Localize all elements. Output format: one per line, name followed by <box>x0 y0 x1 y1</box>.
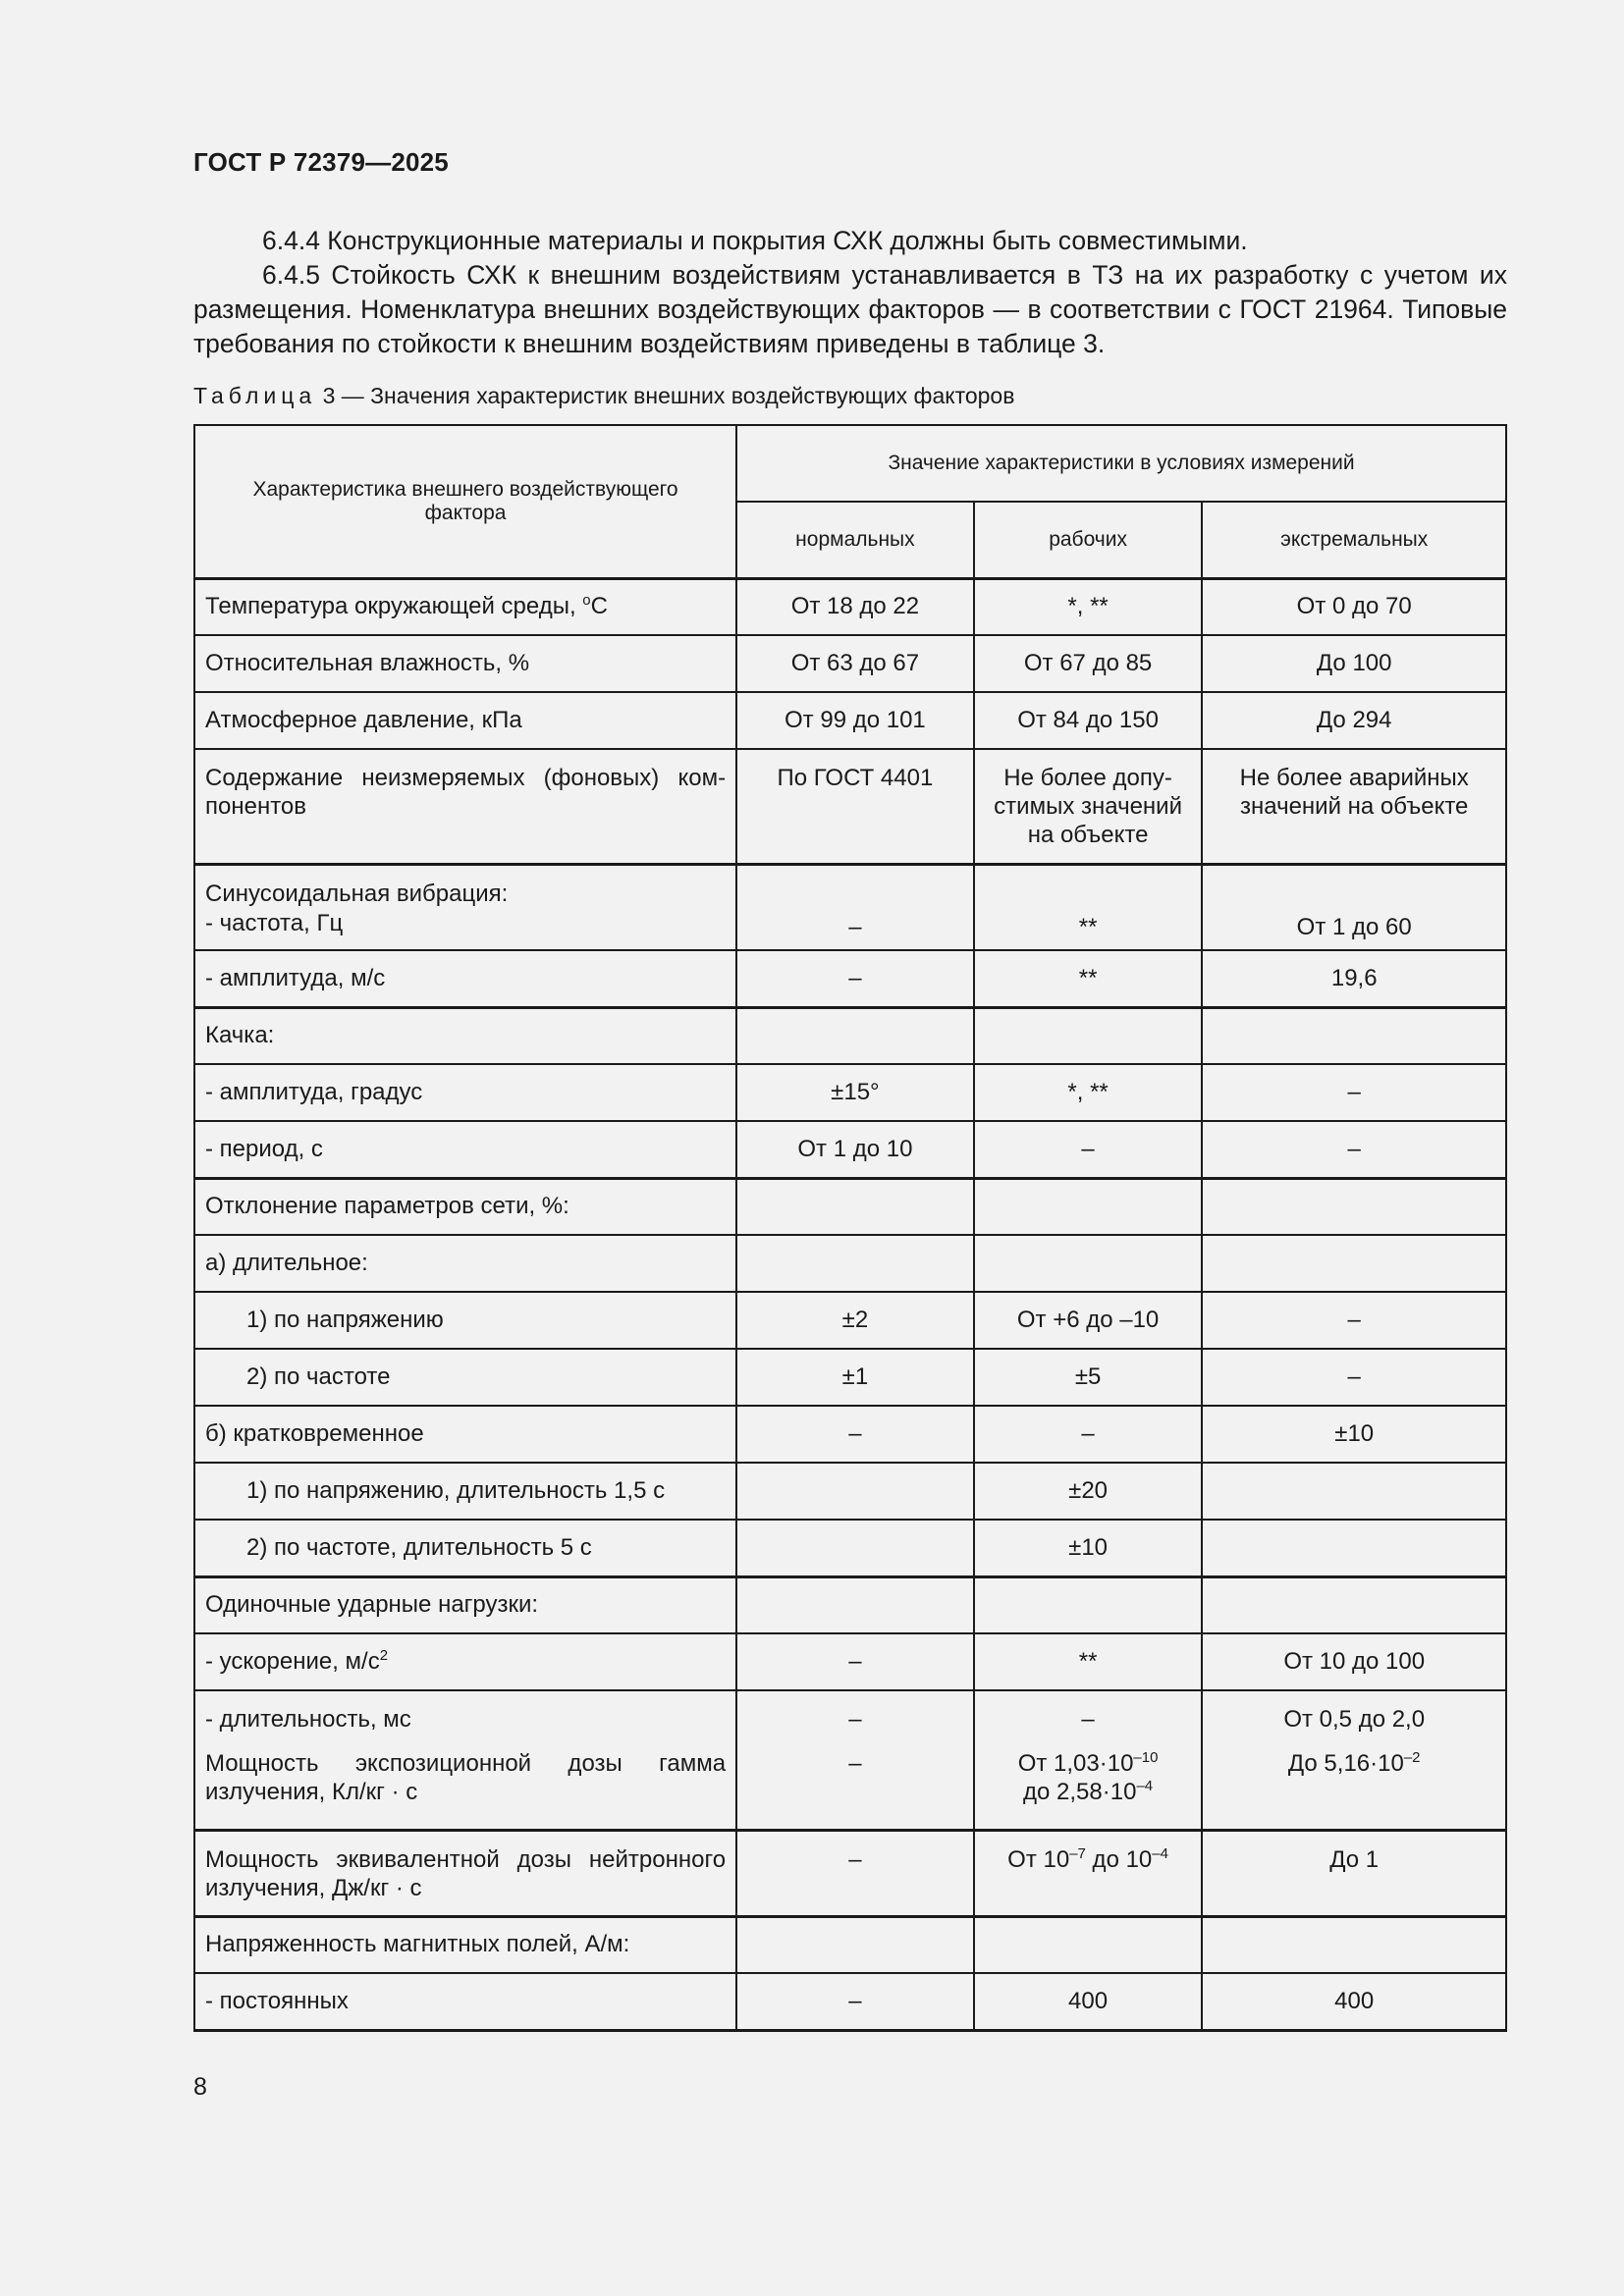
table-cell: От $10^{-7}$ до $10^{-4}$ <box>974 1830 1203 1916</box>
row-background-name: Содержание неизмеряемых (фоновых) ком- понентов <box>194 749 736 864</box>
table-cell: 400 <box>974 1973 1203 2030</box>
table-cell: 19,6 <box>1202 950 1506 1007</box>
table-cell: От 1 до 10 <box>736 1121 974 1178</box>
table-cell: – <box>1202 1292 1506 1349</box>
table-cell <box>974 1916 1203 1973</box>
paragraph-6-4-5-text: 6.4.5 Стойкость СХК к внешним воздействиям устанавливается в ТЗ на их разработку с учетом их размещения. Номенклатура внешних воздействующих факторов — в соответствии с ГОСТ 21964. Типовые требования по стойкости к внешним воздействиям приведены в таблице 3. <box>193 260 1507 358</box>
table-cell <box>1202 1463 1506 1520</box>
row-rolling-amplitude: - амплитуда, градус <box>194 1064 736 1121</box>
row-humidity-name: Относительная влажность, % <box>194 635 736 692</box>
table-caption-label: Таблица <box>193 383 317 408</box>
row-magnetic-constant: - постоянных <box>194 1973 736 2030</box>
row-shock-acceleration: - ускорение, $м/с^2$ <box>194 1633 736 1690</box>
table-cell: ±10 <box>1202 1406 1506 1463</box>
row-vibration-name: Синусоидальная вибрация: - частота, Гц <box>194 864 736 950</box>
table-cell: – <box>974 1406 1203 1463</box>
header-normal: нормальных <box>736 502 974 578</box>
table-cell: ** <box>974 864 1203 950</box>
table-cell: – <box>736 950 974 1007</box>
table-cell <box>1202 1007 1506 1064</box>
table-cell: ±20 <box>974 1463 1203 1520</box>
table-cell: От 63 до 67 <box>736 635 974 692</box>
table-cell: – <box>1202 1349 1506 1406</box>
table-cell: ** <box>974 950 1203 1007</box>
table-cell: До 100 <box>1202 635 1506 692</box>
row-network-short-voltage: 1) по напряжению, длительность 1,5 с <box>194 1463 736 1520</box>
row-shock-duration: - длительность, мс <box>194 1690 736 1747</box>
row-network-long-frequency: 2) по частоте <box>194 1349 736 1406</box>
table-cell: – <box>736 1830 974 1916</box>
table-cell: ±2 <box>736 1292 974 1349</box>
table-cell <box>736 1235 974 1292</box>
table-caption <box>193 383 1014 409</box>
table-cell <box>974 1576 1203 1633</box>
paragraph-6-4-4: 6.4.4 Конструкционные материалы и покрытия СХК должны быть совместимыми. <box>262 226 1248 255</box>
table-cell: – <box>1202 1064 1506 1121</box>
row-network-long: а) длительное: <box>194 1235 736 1292</box>
row-rolling-period: - период, с <box>194 1121 736 1178</box>
table-cell: От 10 до 100 <box>1202 1633 1506 1690</box>
table-cell <box>1202 1178 1506 1235</box>
table-cell <box>974 1235 1203 1292</box>
header-value: Значение характеристики в условиях измерений <box>736 425 1506 502</box>
table-cell: Не более аварийных значений на объекте <box>1202 749 1506 864</box>
table-cell: До 1 <box>1202 1830 1506 1916</box>
table-cell: От 67 до 85 <box>974 635 1203 692</box>
table-cell: ±1 <box>736 1349 974 1406</box>
table-cell: От 99 до 101 <box>736 692 974 749</box>
table-cell: До $5,16\cdot 10^{-2}$ <box>1202 1747 1506 1830</box>
table-cell: ±10 <box>974 1520 1203 1576</box>
row-rolling-title: Качка: <box>194 1007 736 1064</box>
table-cell <box>736 1463 974 1520</box>
table-cell: От $1,03\cdot 10^{-10}$ до $2,58\cdot 10^{-4}$ <box>974 1747 1203 1830</box>
page-number: 8 <box>193 2073 207 2101</box>
table-cell <box>736 1916 974 1973</box>
table-cell: ** <box>974 1633 1203 1690</box>
table-cell: – <box>974 1121 1203 1178</box>
table-cell: – <box>736 1747 974 1830</box>
row-network-long-voltage: 1) по напряжению <box>194 1292 736 1349</box>
row-network-title: Отклонение параметров сети, %: <box>194 1178 736 1235</box>
table-cell: По ГОСТ 4401 <box>736 749 974 864</box>
table-cell: – <box>1202 1121 1506 1178</box>
header-characteristic: Характеристика внешнего воздействующего фактора <box>194 425 736 578</box>
document-header: ГОСТ Р 72379—2025 <box>193 147 449 177</box>
table-cell: От 1 до 60 <box>1202 864 1506 950</box>
table-cell: ±5 <box>974 1349 1203 1406</box>
table-cell <box>1202 1576 1506 1633</box>
table-cell <box>736 1178 974 1235</box>
table-cell: От 0 до 70 <box>1202 578 1506 635</box>
row-network-short-frequency: 2) по частоте, длительность 5 с <box>194 1520 736 1576</box>
table-cell: – <box>736 864 974 950</box>
header-working: рабочих <box>974 502 1203 578</box>
table-cell: *, ** <box>974 578 1203 635</box>
row-shock-title: Одиночные ударные нагрузки: <box>194 1576 736 1633</box>
table-cell: – <box>736 1633 974 1690</box>
table-cell: ±15° <box>736 1064 974 1121</box>
row-temperature-name: Температура окружающей среды, $^о$С <box>194 578 736 635</box>
factors-table <box>193 424 1507 2032</box>
table-cell <box>736 1520 974 1576</box>
table-cell: От 84 до 150 <box>974 692 1203 749</box>
table-cell: От +6 до –10 <box>974 1292 1203 1349</box>
table-caption-text: 3 — Значения характеристик внешних воздействующих факторов <box>316 383 1015 408</box>
table-cell: – <box>736 1406 974 1463</box>
row-network-short: б) кратковременное <box>194 1406 736 1463</box>
table-cell: Не более допу-стимых значений на объекте <box>974 749 1203 864</box>
table-cell <box>1202 1916 1506 1973</box>
table-cell <box>1202 1235 1506 1292</box>
row-magnetic-title: Напряженность магнитных полей, А/м: <box>194 1916 736 1973</box>
header-extreme: экстремальных <box>1202 502 1506 578</box>
table-cell: 400 <box>1202 1973 1506 2030</box>
table-cell <box>736 1576 974 1633</box>
table-cell <box>1202 1520 1506 1576</box>
table-cell <box>974 1007 1203 1064</box>
table-cell: – <box>736 1690 974 1747</box>
paragraph-6-4-5 <box>193 258 1507 361</box>
table-cell <box>974 1178 1203 1235</box>
table-cell: От 18 до 22 <box>736 578 974 635</box>
table-cell: *, ** <box>974 1064 1203 1121</box>
table-cell: – <box>736 1973 974 2030</box>
row-gamma-name: Мощность экспозиционной дозы гамма излучения, Кл/кг · с <box>194 1747 736 1830</box>
table-cell <box>736 1007 974 1064</box>
table-cell: – <box>974 1690 1203 1747</box>
row-neutron-name: Мощность эквивалентной дозы нейтронного излучения, Дж/кг · с <box>194 1830 736 1916</box>
row-vibration-amplitude: - амплитуда, м/с <box>194 950 736 1007</box>
table-cell: До 294 <box>1202 692 1506 749</box>
table-cell: От 0,5 до 2,0 <box>1202 1690 1506 1747</box>
row-pressure-name: Атмосферное давление, кПа <box>194 692 736 749</box>
